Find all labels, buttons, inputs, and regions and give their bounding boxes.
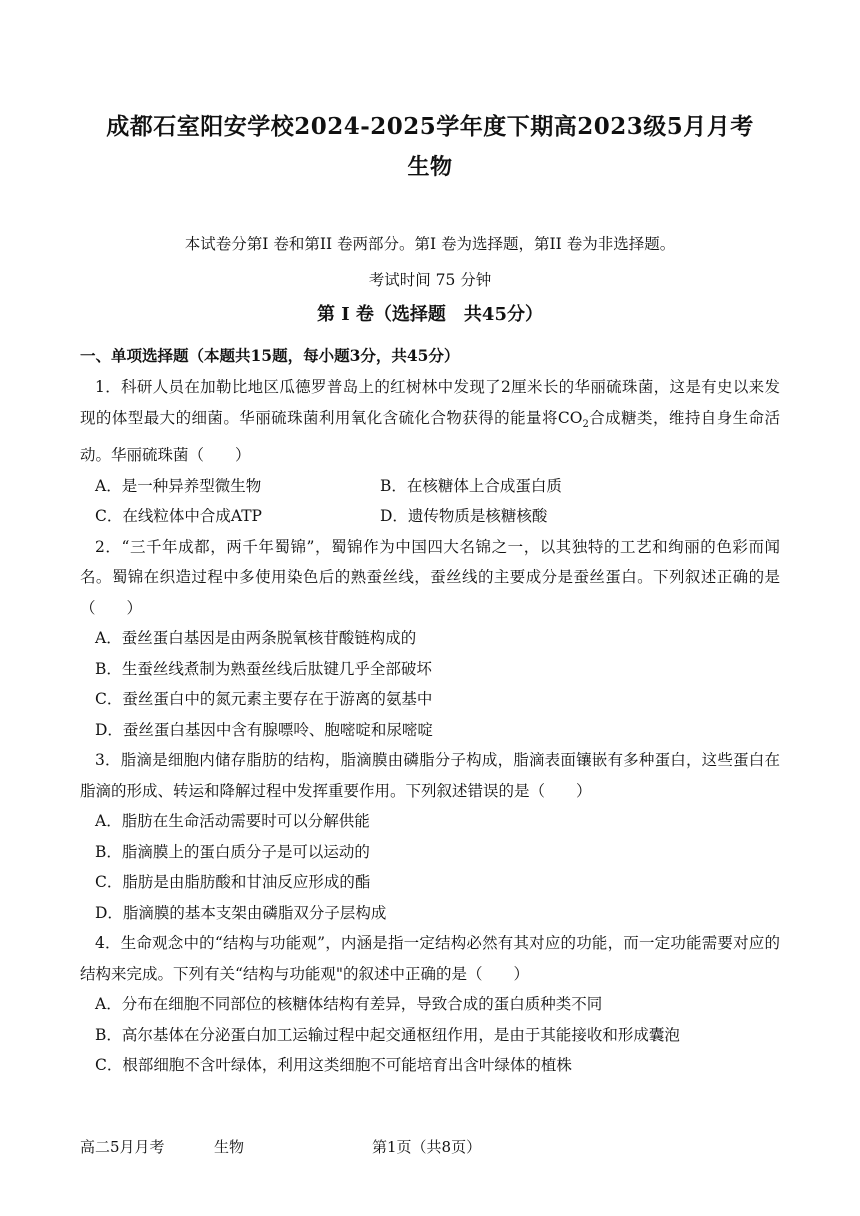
footer-subject: 生物 — [214, 1138, 245, 1156]
question-1-option-b: B．在核糖体上合成蛋白质 — [380, 476, 562, 495]
question-3-option-b: B．脂滴膜上的蛋白质分子是可以运动的 — [95, 842, 370, 861]
question-3-option-d: D．脂滴膜的基本支架由磷脂双分子层构成 — [95, 903, 387, 922]
question-1-option-a: A．是一种异养型微生物 — [95, 476, 262, 495]
exam-time: 考试时间 75 分钟 — [368, 271, 492, 289]
subject-title: 生物 — [407, 154, 453, 180]
question-1-options-row-2 — [80, 501, 780, 532]
question-2-option-d: D．蚕丝蛋白基因中含有腺嘌呤、胞嘧啶和尿嘧啶 — [95, 720, 433, 739]
question-3-stem: 3．脂滴是细胞内储存脂肪的结构，脂滴膜由磷脂分子构成，脂滴表面镶嵌有多种蛋白，这些蛋白在脂滴的形成、转运和降解过程中发挥重要作用。下列叙述错误的是（ ） — [80, 751, 780, 800]
question-3-option-a: A．脂肪在生命活动需要时可以分解供能 — [95, 812, 370, 831]
section-heading: 一、单项选择题（本题共15题，每小题3分，共45分） — [80, 346, 460, 365]
question-4-option-a: A．分布在细胞不同部位的核糖体结构有差异，导致合成的蛋白质种类不同 — [95, 995, 603, 1014]
question-1-stem: 1．科研人员在加勒比地区瓜德罗普岛上的红树林中发现了2厘米长的华丽硫珠菌，这是有史以来发现的体型最大的细菌。华丽硫珠菌利用氧化含硫化合物获得的能量将$CO_2$合成糖类，维持自身生命活动。华丽硫珠菌（ ） — [80, 378, 780, 465]
question-2-stem: 2．“三千年成都，两千年蜀锦”，蜀锦作为中国四大名锦之一，以其独特的工艺和绚丽的色彩而闻名。蜀锦在织造过程中多使用染色后的熟蚕丝线，蚕丝线的主要成分是蚕丝蛋白。下列叙述正确的是（ ） — [80, 537, 780, 617]
question-2-option-c: C．蚕丝蛋白中的氮元素主要存在于游离的氨基中 — [95, 690, 433, 709]
question-4-option-c: C．根部细胞不含叶绿体，利用这类细胞不可能培育出含叶绿体的植株 — [95, 1056, 572, 1075]
footer-exam: 高二5月月考 — [80, 1138, 165, 1156]
question-4-option-b: B．高尔基体在分泌蛋白加工运输过程中起交通枢纽作用，是由于其能接收和形成囊泡 — [95, 1025, 680, 1044]
question-1-options-row-1 — [80, 471, 780, 502]
question-4-stem: 4．生命观念中的“结构与功能观”，内涵是指一定结构必然有其对应的功能，而一定功能需要对应的结构来完成。下列有关“结构与功能观"的叙述中正确的是（ ） — [80, 934, 780, 983]
footer-page-number: 第1页（共8页） — [372, 1138, 482, 1156]
question-2-option-b: B．生蚕丝线煮制为熟蚕丝线后肽键几乎全部破坏 — [95, 659, 432, 678]
question-1-option-c: C．在线粒体中合成ATP — [95, 507, 262, 526]
question-1-option-d: D．遗传物质是核糖核酸 — [380, 507, 548, 526]
question-2-option-a: A．蚕丝蛋白基因是由两条脱氧核苷酸链构成的 — [95, 629, 417, 648]
questions — [80, 372, 780, 1081]
exam-title: 成都石室阳安学校2024-2025学年度下期高2023级5月月考 — [106, 113, 754, 140]
exam-intro: 本试卷分第I 卷和第II 卷两部分。第I 卷为选择题，第II 卷为非选择题。 — [184, 235, 676, 253]
question-3-option-c: C．脂肪是由脂肪酸和甘油反应形成的酯 — [95, 873, 371, 892]
volume-heading: 第 I 卷（选择题 共45分） — [316, 304, 543, 325]
